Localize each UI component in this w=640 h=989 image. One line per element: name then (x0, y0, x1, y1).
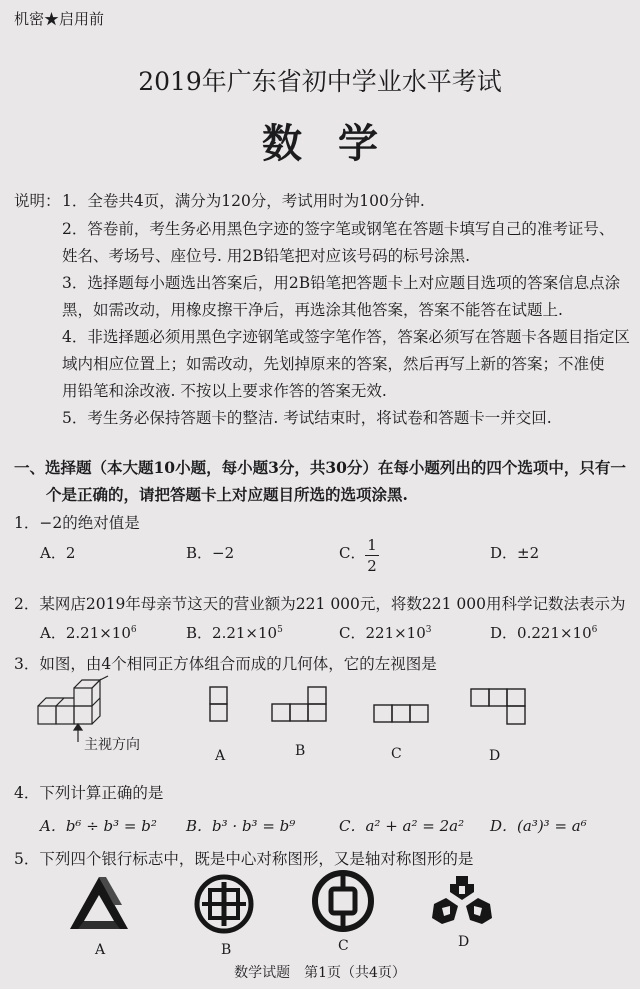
q1-option-b: B．−2 (186, 544, 235, 562)
instruction-line: 2．答卷前，考生务必用黑色字迹的签字笔或钢笔在答题卡填写自己的准考证号、 (62, 220, 615, 238)
fraction-numerator: 1 (367, 536, 377, 554)
question-5-stem: 5．下列四个银行标志中，既是中心对称图形，又是轴对称图形的是 (14, 850, 474, 868)
q3-option-a-figure (209, 686, 229, 722)
instruction-line: 5．考生务必保持答题卡的整洁. 考试结束时，将试卷和答题卡一并交回. (62, 409, 552, 427)
q5-logo-b-bank-icon (194, 874, 254, 934)
instruction-line: 用铅笔和涂改液. 不按以上要求作答的答案无效. (62, 382, 387, 400)
q5-logo-d-tripod-icon (430, 874, 494, 926)
q1-option-a: A．2 (40, 544, 76, 562)
subject-title: 数学 (262, 120, 414, 167)
q5-logo-d-label: D (458, 934, 470, 950)
exponent: 3 (425, 625, 432, 635)
section-heading-cont: 个是正确的，请把答题卡上对应题目所选的选项涂黑. (46, 485, 408, 504)
question-3-stem: 3．如图，由4个相同正方体组合而成的几何体，它的左视图是 (14, 655, 437, 673)
q5-logo-a-triangle-icon (68, 875, 130, 931)
q3-option-c-figure (373, 704, 431, 724)
q2-option-a (40, 622, 137, 643)
q1-option-c-fraction (365, 536, 379, 575)
q3-option-a-label: A (215, 748, 226, 764)
q3-option-b-figure (271, 686, 327, 722)
question-2-stem: 2．某网店2019年母亲节这天的营业额为221 000元，将数221 000用科学记数法表示为 (14, 595, 626, 613)
question-4-stem: 4．下列计算正确的是 (14, 784, 164, 802)
q3-option-d-label: D (489, 748, 501, 764)
q3-option-b-label: B (295, 743, 306, 759)
exam-title: 2019年广东省初中学业水平考试 (138, 67, 502, 96)
exponent: 6 (591, 625, 598, 635)
exponent: 5 (277, 625, 283, 635)
option-text: D．0.221×10 (490, 624, 592, 642)
q2-option-d (490, 622, 597, 643)
q4-option-b: B．b³ · b³ = b⁹ (186, 817, 296, 835)
option-text: C．221×10 (339, 624, 426, 642)
fraction-bar (365, 555, 379, 556)
q5-logo-c-coin-icon (312, 870, 374, 932)
instruction-line: 姓名、考场号、座位号. 用2B铅笔把对应该号码的标号涂黑. (62, 247, 471, 265)
q5-logo-b-label: B (221, 942, 232, 958)
option-text: B．2.21×10 (186, 624, 278, 642)
instruction-line: 1．全卷共4页，满分为120分，考试用时为100分钟. (62, 192, 425, 210)
q3-option-c-label: C (391, 746, 402, 762)
question-1-stem: 1．−2的绝对值是 (14, 514, 140, 532)
exponent: 6 (130, 625, 137, 635)
instruction-line: 4．非选择题必须用黑色字迹钢笔或签字笔作答，答案必须写在答题卡各题目指定区 (62, 328, 630, 346)
instructions-label: 说明： (14, 192, 61, 210)
instruction-line: 黑，如需改动，用橡皮擦干净后，再选涂其他答案，答案不能答在试题上. (62, 301, 563, 319)
cube-solid-figure (36, 680, 116, 736)
page-footer: 数学试题 第1页（共4页） (234, 965, 406, 981)
confidential-mark: 机密★启用前 (14, 10, 105, 28)
q2-option-c (339, 622, 432, 643)
q4-option-d: D．(a³)³ = a⁶ (490, 817, 587, 835)
instruction-line: 域内相应位置上；如需改动，先划掉原来的答案，然后再写上新的答案；不准使 (62, 355, 605, 373)
q3-option-d-figure (470, 688, 528, 726)
option-text: A．2.21×10 (40, 624, 131, 642)
q2-option-b (186, 622, 283, 643)
instruction-line: 3．选择题每小题选出答案后，用2B铅笔把答题卡上对应题目选项的答案信息点涂 (62, 274, 621, 292)
section-heading: 一、选择题（本大题10小题，每小题3分，共30分）在每小题列出的四个选项中，只有一 (14, 458, 626, 477)
fraction-denominator: 2 (367, 557, 377, 575)
view-direction-label: 主视方向 (84, 737, 140, 753)
q1-option-d: D．±2 (490, 544, 540, 562)
q1-option-c-label: C． (339, 544, 366, 562)
q5-logo-a-label: A (95, 942, 106, 958)
q5-logo-c-label: C (338, 938, 349, 954)
q4-option-a: A．b⁶ ÷ b³ = b² (40, 817, 157, 835)
q4-option-c: C．a² + a² = 2a² (339, 817, 465, 835)
